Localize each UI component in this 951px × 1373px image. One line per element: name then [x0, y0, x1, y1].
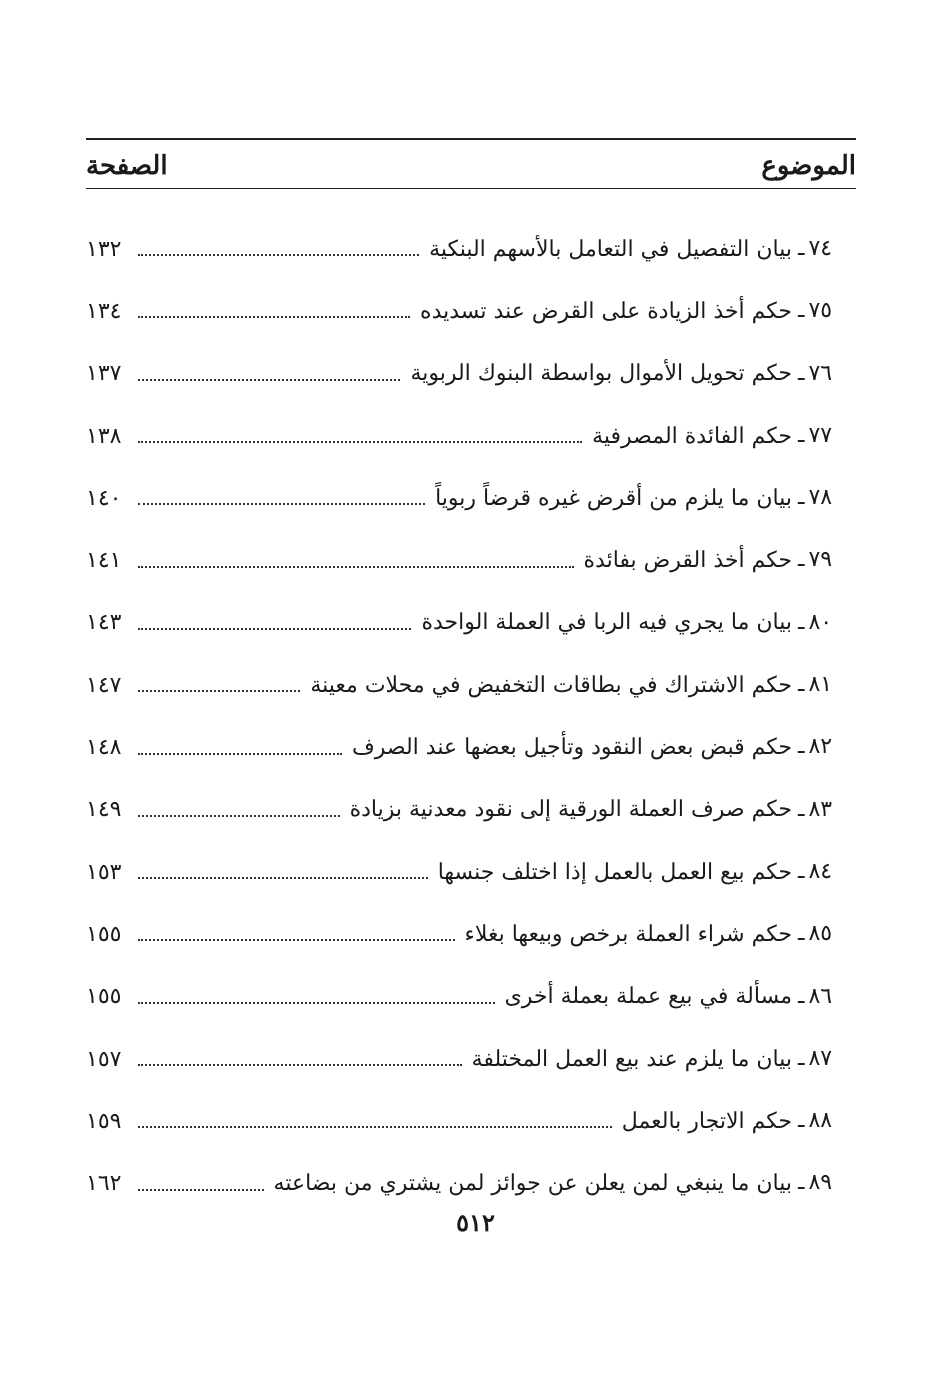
entry-number: ٨٣ـ: [798, 796, 833, 822]
entry-title: حكم قبض بعض النقود وتأجيل بعضها عند الصرف: [351, 735, 792, 761]
entry-page: ١٤٨: [86, 735, 122, 761]
entry-page: ١٤١: [86, 548, 122, 574]
page-column-label: الصفحة: [86, 151, 168, 181]
entry-number: ٨٩ـ: [798, 1170, 833, 1196]
entry-page: ١٤٣: [86, 610, 122, 636]
entry-title: بيان ما يجري فيه الربا في العملة الواحدة: [421, 610, 792, 636]
toc-header: [86, 146, 856, 186]
entry-title: بيان ما ينبغي لمن يعلن عن جوائز لمن يشتري من بضاعته: [273, 1171, 792, 1197]
entry-title: حكم بيع العمل بالعمل إذا اختلف جنسها: [437, 859, 792, 885]
entry-number: ٨٠ـ: [798, 609, 833, 635]
entry-title: حكم الاشتراك في بطاقات التخفيض في محلات معينة: [310, 672, 792, 698]
entry-number: ٨٤ـ: [798, 858, 833, 884]
entry-number: ٨١ـ: [798, 672, 833, 698]
toc-entry: [86, 716, 856, 778]
dot-leader: [138, 503, 425, 505]
entry-title: حكم أخذ القرض بفائدة: [583, 548, 792, 574]
toc-entry: [86, 779, 856, 841]
entry-number: ٨٢ـ: [798, 734, 833, 760]
toc-entry: [86, 343, 856, 405]
entry-number: ٧٤ـ: [798, 236, 833, 261]
dot-leader: [138, 379, 400, 381]
dot-leader: [138, 939, 455, 941]
entry-title: حكم الفائدة المصرفية: [592, 423, 792, 449]
dot-leader: [138, 753, 342, 755]
toc-entry: [86, 467, 856, 529]
dot-leader: [138, 815, 340, 817]
dot-leader: [138, 690, 300, 692]
entry-title: بيان ما يلزم من أقرض غيره قرضاً ربوياً: [435, 485, 792, 511]
dot-leader: [138, 1189, 264, 1191]
entry-page: ١٣٤: [86, 298, 122, 324]
entry-page: ١٣٨: [86, 423, 122, 449]
toc-entry: [86, 1152, 856, 1214]
entry-page: ١٤٧: [86, 672, 122, 698]
toc-entry: [86, 218, 856, 280]
entry-number: ٨٦ـ: [798, 983, 833, 1009]
top-rule: [86, 138, 856, 140]
entry-title: مسألة في بيع عملة بعملة أخرى: [504, 984, 792, 1010]
entry-title: بيان التفصيل في التعامل بالأسهم البنكية: [429, 236, 792, 262]
dot-leader: [138, 1002, 495, 1004]
toc-entry: [86, 592, 856, 654]
entry-page: ١٤٠: [86, 485, 122, 511]
page-number: ٥١٢: [456, 1208, 495, 1237]
entry-page: ١٥٧: [86, 1046, 122, 1072]
entry-page: ١٣٧: [86, 361, 122, 387]
toc-entry: [86, 654, 856, 716]
entry-page: ١٥٥: [86, 921, 122, 947]
entry-number: ٧٩ـ: [798, 547, 833, 573]
entry-page: ١٦٢: [86, 1171, 122, 1197]
entry-page: ١٣٢: [86, 236, 122, 262]
entry-title: حكم الاتجار بالعمل: [621, 1108, 792, 1134]
toc-page: [86, 138, 856, 1197]
subject-column-label: الموضوع: [761, 151, 856, 181]
entry-title: حكم أخذ الزيادة على القرض عند تسديده: [420, 298, 792, 324]
entry-number: ٧٧ـ: [798, 422, 833, 448]
dot-leader: [138, 1064, 462, 1066]
entry-number: ٨٥ـ: [798, 921, 833, 947]
entry-page: ١٤٩: [86, 797, 122, 823]
toc-list: [86, 218, 856, 1215]
dot-leader: [138, 254, 419, 256]
entry-title: حكم شراء العملة برخص وبيعها بغلاء: [464, 921, 792, 947]
toc-entry: [86, 529, 856, 591]
entry-number: ٧٦ـ: [798, 360, 833, 386]
toc-entry: [86, 280, 856, 342]
entry-number: ٧٥ـ: [798, 298, 833, 324]
entry-page: ١٥٣: [86, 859, 122, 885]
entry-title: حكم صرف العملة الورقية إلى نقود معدنية بزيادة: [349, 797, 792, 823]
toc-entry: [86, 903, 856, 965]
toc-entry: [86, 1028, 856, 1090]
toc-entry: [86, 966, 856, 1028]
entry-page: ١٥٥: [86, 984, 122, 1010]
toc-entry: [86, 841, 856, 903]
toc-entry: [86, 1090, 856, 1152]
entry-number: ٨٨ـ: [798, 1108, 833, 1134]
entry-page: ١٥٩: [86, 1108, 122, 1134]
toc-entry: [86, 405, 856, 467]
dot-leader: [138, 1126, 612, 1128]
entry-number: ٧٨ـ: [798, 485, 833, 511]
dot-leader: [138, 316, 410, 318]
entry-title: بيان ما يلزم عند بيع العمل المختلفة: [471, 1046, 792, 1072]
dot-leader: [138, 877, 428, 879]
entry-title: حكم تحويل الأموال بواسطة البنوك الربوية: [410, 361, 792, 387]
dot-leader: [138, 628, 411, 630]
dot-leader: [138, 441, 582, 443]
header-rule: [86, 188, 856, 189]
entry-number: ٨٧ـ: [798, 1045, 833, 1071]
dot-leader: [138, 566, 574, 568]
